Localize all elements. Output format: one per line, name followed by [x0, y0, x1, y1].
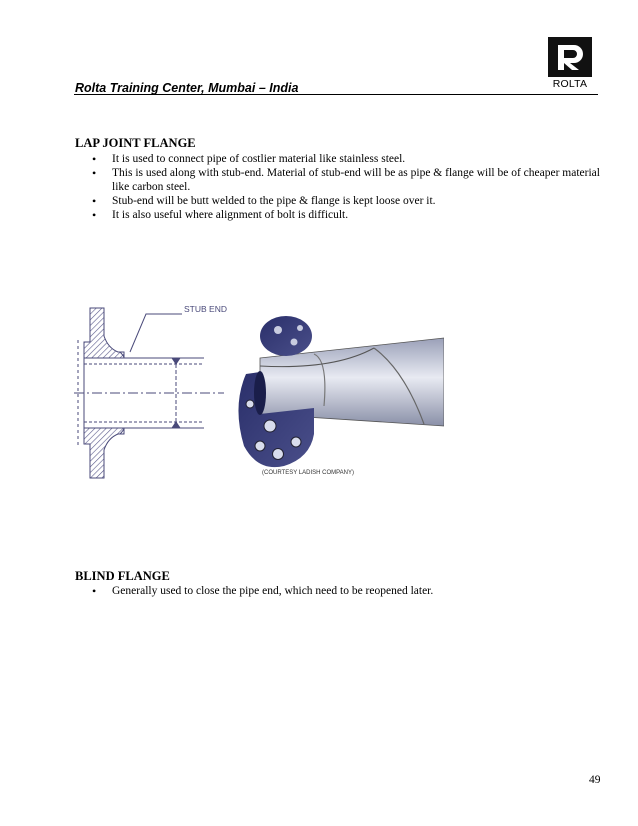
section-title-lap-joint-flange: LAP JOINT FLANGE	[75, 136, 196, 150]
stub-end-label: STUB END	[184, 304, 227, 314]
blind-flange-bullet-list	[75, 584, 605, 598]
logo-wordmark: ROLTA	[552, 78, 588, 90]
rolta-logo-icon	[548, 37, 592, 77]
list-item: • It is used to connect pipe of costlier material like stainless steel.	[75, 152, 605, 166]
header-title: Rolta Training Center, Mumbai – India	[75, 81, 299, 95]
lap-joint-flange-figure	[74, 296, 444, 486]
rolta-logo	[544, 37, 596, 91]
cross-section-drawing	[74, 308, 224, 478]
list-item: • Generally used to close the pipe end, which need to be reopened later.	[75, 584, 605, 598]
list-item: • This is used along with stub-end. Material of stub-end will be as pipe & flange will be of cheaper material like carbon steel.	[75, 166, 605, 194]
list-item: • Stub-end will be butt welded to the pipe & flange is kept loose over it.	[75, 194, 605, 208]
flange-photo	[238, 316, 444, 467]
page-number: 49	[589, 774, 601, 786]
lap-joint-flange-illustration	[74, 296, 444, 486]
section-title-blind-flange: BLIND FLANGE	[75, 569, 170, 583]
lap-joint-bullet-list	[75, 152, 605, 222]
list-item: • It is also useful where alignment of bolt is difficult.	[75, 208, 605, 222]
figure-courtesy-caption: (COURTESY LADISH COMPANY)	[262, 470, 355, 476]
header-divider	[74, 94, 598, 95]
